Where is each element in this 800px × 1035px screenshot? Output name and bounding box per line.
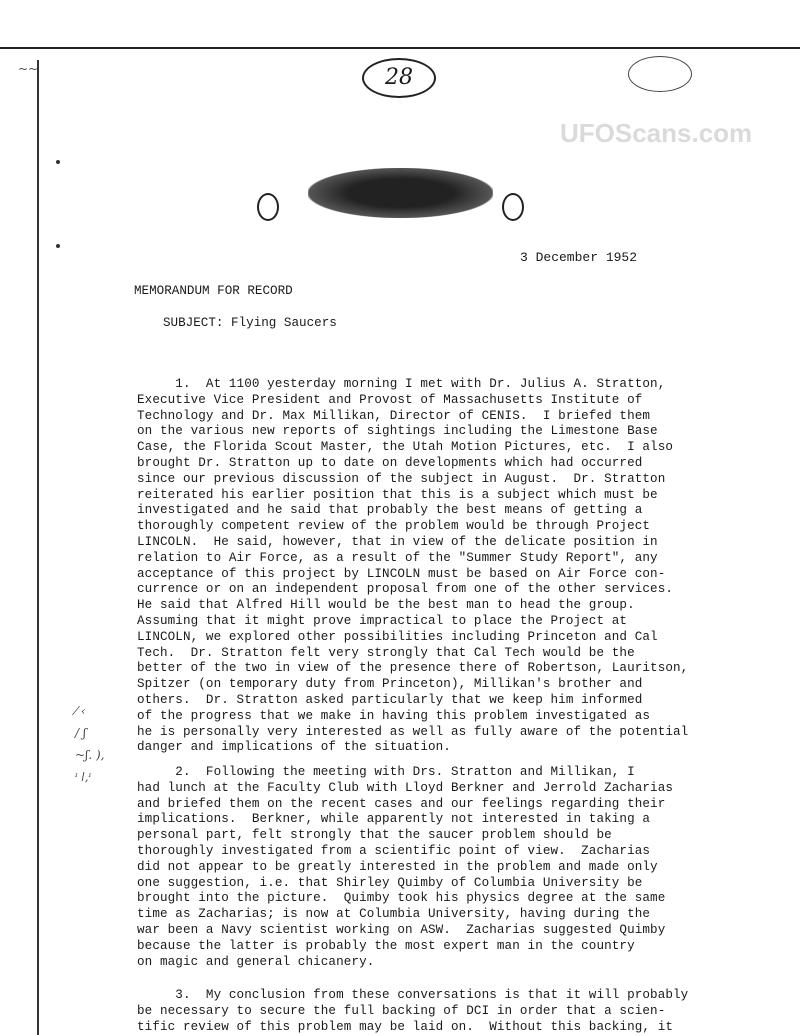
text-line: 3. My conclusion from these conversations is that it will probably <box>137 988 689 1002</box>
margin-dot <box>56 244 60 248</box>
memo-subject: SUBJECT: Flying Saucers <box>163 316 337 330</box>
text-line: others. Dr. Stratton asked particularly that we keep him informed <box>137 693 643 707</box>
handwritten-scribble: ~~ <box>18 62 39 76</box>
text-line: Executive Vice President and Provost of Massachusetts Institute of <box>137 392 643 407</box>
text-line: on the various new reports of sightings including the Limestone Base <box>137 424 658 439</box>
text-line: 2. Following the meeting with Drs. Stratton and Millikan, I <box>137 765 635 779</box>
text-line: investigated and he said that probably the best means of getting a <box>137 503 643 518</box>
margin-dot <box>56 160 60 164</box>
page-number: 28 <box>362 58 436 98</box>
text-line: acceptance of this project by LINCOLN must be based on Air Force con- <box>137 566 666 581</box>
text-line: time as Zacharias; is now at Columbia University, having during the <box>137 907 651 922</box>
text-line: be necessary to secure the full backing of DCI in order that a scien- <box>137 1003 666 1018</box>
handwritten-margin-notes: ⁄ ‹ / ʃ ~ʃ. ), ᶦ ǀ,ᶦ <box>75 704 105 784</box>
text-line: brought Dr. Stratton up to date on developments which had occurred <box>137 456 643 470</box>
text-line: thoroughly competent review of the problem would be through Project <box>137 519 651 534</box>
text-line: thoroughly investigated from a scientific point of view. Zacharias <box>137 844 651 858</box>
text-line: Tech. Dr. Stratton felt very strongly that Cal Tech would be the <box>137 645 635 660</box>
text-line: LINCOLN, we explored other possibilities including Princeton and Cal <box>137 629 658 644</box>
text-line: he is personally very interested as well as fully aware of the potential <box>137 724 689 739</box>
text-line: He said that Alfred Hill would be the best man to head the group. <box>137 598 635 613</box>
text-line: of the progress that we make in having this problem investigated as <box>137 708 651 723</box>
text-line: because the latter is probably the most expert man in the country <box>137 938 635 953</box>
text-line: reiterated his earlier position that this is a subject which must be <box>137 487 658 502</box>
memo-date: 3 December 1952 <box>520 250 638 265</box>
text-line: LINCOLN. He said, however, that in view of the delicate position in <box>137 535 658 549</box>
text-line: better of the two in view of the presence there of Robertson, Lauritson, <box>137 661 689 676</box>
hole-punch-mark-right <box>502 193 524 221</box>
text-line: personal part, felt strongly that the saucer problem should be <box>137 828 612 843</box>
text-line: Case, the Florida Scout Master, the Utah Motion Pictures, etc. I also <box>137 440 674 455</box>
left-border <box>37 60 39 1035</box>
redacted-block <box>308 168 493 218</box>
text-line: Technology and Dr. Max Millikan, Director of CENIS. I briefed them <box>137 408 651 423</box>
text-line: war been a Navy scientist working on ASW. Zacharias suggested Quimby <box>137 923 666 937</box>
text-line: since our previous discussion of the subject in August. Dr. Stratton <box>137 471 666 486</box>
text-line: Assuming that it might prove impractical to place the Project at <box>137 614 628 628</box>
text-line: relation to Air Force, as a result of the "Summer Study Report", any <box>137 550 658 565</box>
text-line: and briefed them on the recent cases and our feelings regarding their <box>137 796 666 811</box>
text-line: danger and implications of the situation. <box>137 740 451 755</box>
text-line: Spitzer (on temporary duty from Princeton), Millikan's brother and <box>137 677 643 692</box>
text-line: implications. Berkner, while apparently not interested in taking a <box>137 812 651 827</box>
watermark: UFOScans.com <box>560 118 753 148</box>
text-line: had lunch at the Faculty Club with Lloyd Berkner and Jerrold Zacharias <box>137 780 674 795</box>
text-line: currence or on an independent proposal from one of the other services. <box>137 582 674 597</box>
text-line: one suggestion, i.e. that Shirley Quimby of Columbia University be <box>137 875 643 890</box>
top-rule <box>0 47 800 49</box>
memo-heading: MEMORANDUM FOR RECORD <box>134 284 293 298</box>
text-line: on magic and general chicanery. <box>137 954 375 969</box>
hole-punch-mark-left <box>257 193 279 221</box>
text-line: tific review of this problem may be laid on. Without this backing, it <box>137 1019 674 1034</box>
text-line: brought into the picture. Quimby took his physics degree at the same <box>137 891 666 906</box>
handwritten-corner-mark <box>628 56 692 92</box>
text-line: did not appear to be greatly interested in the problem and made only <box>137 859 658 874</box>
text-line: 1. At 1100 yesterday morning I met with Dr. Julius A. Stratton, <box>137 377 666 391</box>
